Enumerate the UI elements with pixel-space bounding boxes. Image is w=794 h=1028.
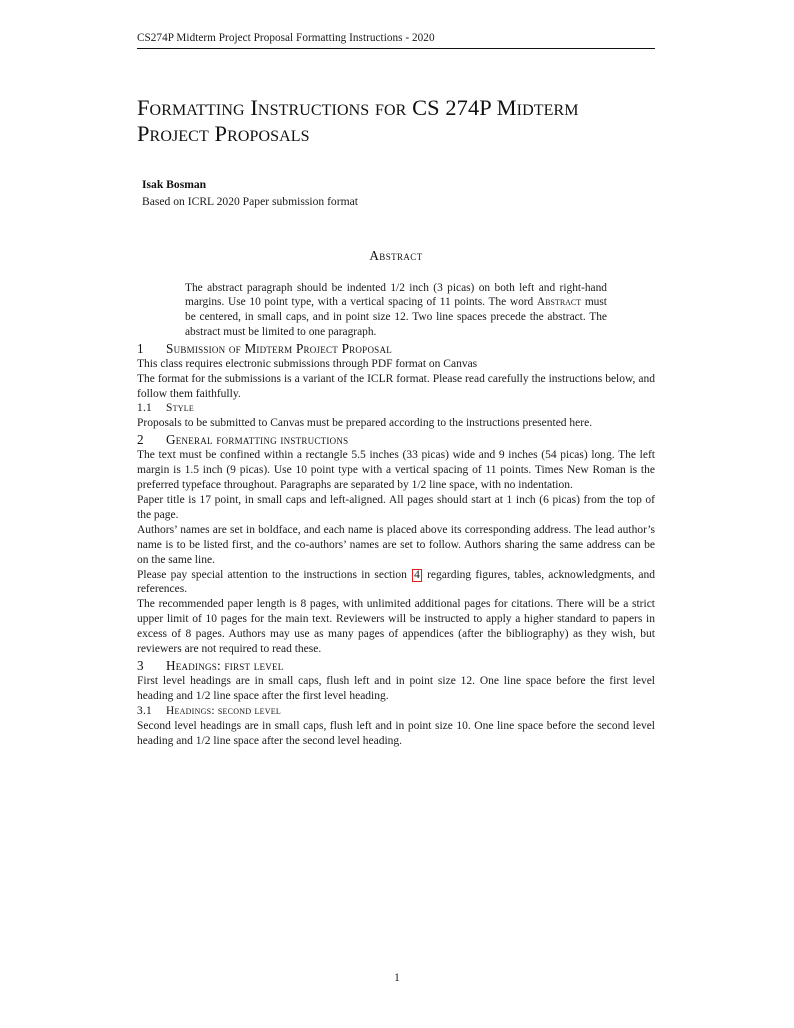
section-heading-3-1 <box>137 704 655 719</box>
section-2-paragraph-1: The text must be confined within a rectangle 5.5 inches (33 picas) wide and 9 inches (54 picas) long. The left margin is 1.5 inch (9 picas). Use 10 point type with a vertical spacing of 11 points. Times New Roman is the preferred typeface throughout. Paragraphs are separated by 1/2 line space, with no indentation. <box>137 449 655 492</box>
section-number-3-1: 3.1 <box>137 704 152 717</box>
section-2-paragraph-2: Paper title is 17 point, in small caps and left-aligned. All pages should start at 1 inch (6 picas) from the top of the page. <box>137 494 655 521</box>
running-header-title: CS274P Midterm Project Proposal Formatting Instructions - 2020 <box>137 32 435 44</box>
page-number: 1 <box>394 972 400 984</box>
running-header <box>137 31 655 49</box>
section-number-2: 2 <box>137 432 144 448</box>
abstract-heading: Abstract <box>369 247 423 263</box>
section-title-3-1: Headings: second level <box>166 704 282 717</box>
section-1-paragraph-2: The format for the submissions is a variant of the ICLR format. Please read carefully the instructions below, and follow them faithfully. <box>137 372 655 400</box>
section-number-1: 1 <box>137 340 144 356</box>
section-heading-2 <box>137 431 655 448</box>
abstract-text-part-2: must be centered, in small caps, and in point size 12. Two line spaces precede the abstract. The abstract must be limited to one paragraph. <box>185 296 607 338</box>
abstract-paragraph <box>185 281 607 340</box>
section-3-paragraph-1: First level headings are in small caps, flush left and in point size 12. One line space before the first level heading and 1/2 line space after the first level heading. <box>137 675 655 702</box>
document-body <box>137 95 655 749</box>
section-4-reference-prefix: Please pay special attention to the instructions in section <box>137 568 412 581</box>
author-block <box>137 178 655 209</box>
header-rule <box>137 48 655 49</box>
section-2-paragraph-3: Authors’ names are set in boldface, and each name is placed above its corresponding address. The lead author’s name is to be listed first, and the co-authors’ names are set to follow. Authors sharing the same address can be on the same line. <box>137 523 655 566</box>
section-2-paragraph-4 <box>137 568 655 598</box>
page-title: Formatting Instructions for CS 274P Midterm Project Proposals <box>137 95 579 146</box>
section-title-2: General formatting instructions <box>166 432 349 448</box>
abstract-inline-smallcaps: Abstract <box>536 296 582 309</box>
section-title-1: Submission of Midterm Project Proposal <box>166 340 392 356</box>
section-heading-3 <box>137 657 655 674</box>
section-number-3: 3 <box>137 658 144 673</box>
section-title-3: Headings: first level <box>166 658 284 673</box>
section-heading-1 <box>137 340 655 357</box>
section-4-reference-suffix: regarding figures, tables, acknowledgments, and references. <box>137 568 655 596</box>
author-affiliation: Based on ICRL 2020 Paper submission format <box>142 194 358 208</box>
section-1-1-paragraph-1: Proposals to be submitted to Canvas must be prepared according to the instructions presented here. <box>137 417 593 430</box>
section-4-cross-reference-link[interactable]: 4 <box>414 568 420 581</box>
section-3-1-paragraph-1: Second level headings are in small caps, flush left and in point size 10. One line space before the second level heading and 1/2 line space after the second level heading. <box>137 719 655 747</box>
section-number-1-1: 1.1 <box>137 402 152 415</box>
section-title-1-1: Style <box>166 402 195 415</box>
abstract-text-part-1: The abstract paragraph should be indented 1/2 inch (3 picas) on both left and right-hand margins. Use 10 point type, with a vertical spacing of 11 points. The word <box>185 281 607 309</box>
section-2-paragraph-5: The recommended paper length is 8 pages, with unlimited additional pages for citations. There will be a strict upper limit of 10 pages for the main text. Reviewers will be instructed to apply a higher standard to papers in excess of 8 pages. Authors may use as many pages of appendices (after the bibliography) as they wish, but reviewers are not required to read these. <box>137 598 655 656</box>
author-name: Isak Bosman <box>142 178 207 191</box>
section-1-paragraph-1: This class requires electronic submissions through PDF format on Canvas <box>137 357 478 370</box>
section-heading-1-1 <box>137 401 655 416</box>
